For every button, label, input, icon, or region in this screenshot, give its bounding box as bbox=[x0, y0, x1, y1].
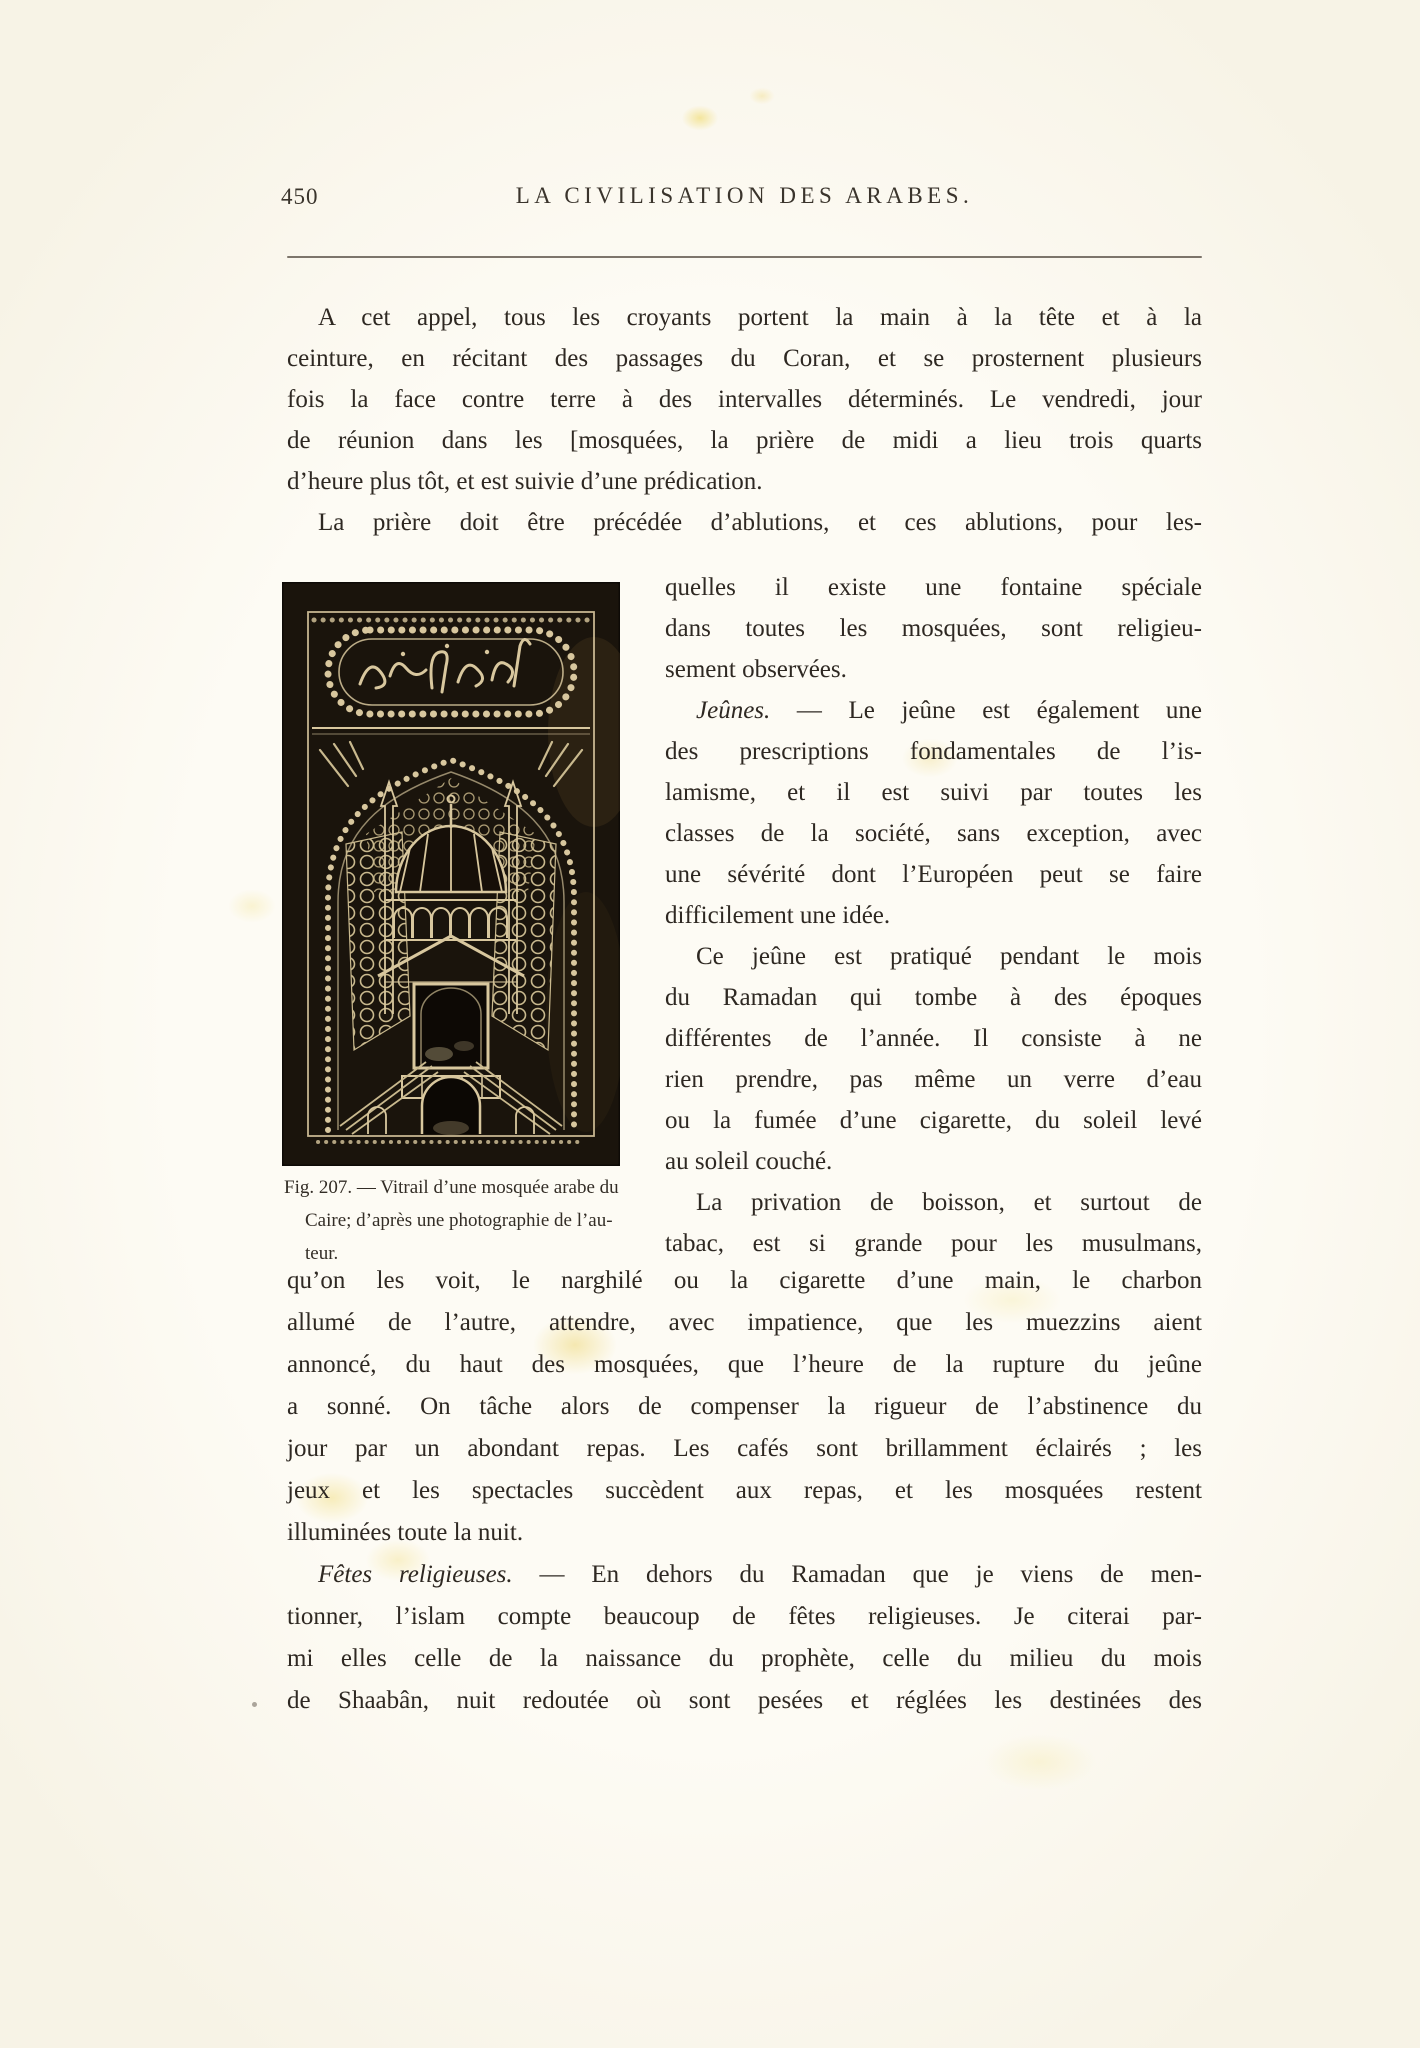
text-line: rien prendre, pas même un verre d’eau bbox=[665, 1066, 1202, 1093]
text-line: a sonné. On tâche alors de compenser la rigueur de l’abstinence du bbox=[287, 1393, 1202, 1420]
running-title: LA CIVILISATION DES ARABES. bbox=[515, 183, 974, 208]
text-line: tabac, est si grande pour les musulmans, bbox=[665, 1230, 1202, 1257]
text-line: difficilement une idée. bbox=[665, 902, 891, 929]
text-line: ou la fumée d’une cigarette, du soleil levé bbox=[665, 1107, 1202, 1134]
text-line: Jeûnes. — Le jeûne est également une bbox=[696, 697, 1202, 724]
paragraph-jeunes bbox=[665, 690, 1202, 936]
text-line: du Ramadan qui tombe à des époques bbox=[665, 984, 1202, 1011]
text-line: La prière doit être précédée d’ablutions, et ces ablutions, pour les- bbox=[318, 509, 1202, 536]
text-line: Fig. 207. — Vitrail d’une mosquée arabe du bbox=[284, 1177, 619, 1198]
stained-glass-window-engraving bbox=[282, 582, 620, 1166]
text-line: Fêtes religieuses. — En dehors du Ramadan que je viens de men- bbox=[318, 1561, 1202, 1588]
text-line: ceinture, en récitant des passages du Coran, et se prosternent plusieurs bbox=[287, 345, 1202, 372]
text-line: tionner, l’islam compte beaucoup de fêtes religieuses. Je citerai par- bbox=[287, 1603, 1202, 1630]
text-line: allumé de l’autre, attendre, avec impatience, que les muezzins aient bbox=[287, 1309, 1202, 1336]
text-line: au soleil couché. bbox=[665, 1148, 833, 1175]
text-line: jeux et les spectacles succèdent aux repas, et les mosquées restent bbox=[287, 1477, 1202, 1504]
text-line: de réunion dans les [mosquées, la prière de midi a lieu trois quarts bbox=[287, 427, 1202, 454]
paragraph-priere-intro bbox=[287, 502, 1202, 543]
figure-207 bbox=[282, 582, 620, 1166]
text-line: Ce jeûne est pratiqué pendant le mois bbox=[696, 943, 1202, 970]
paragraph-fetes-religieuses bbox=[287, 1554, 1202, 1722]
text-line: différentes de l’année. Il consiste à ne bbox=[665, 1025, 1202, 1052]
text-line: annoncé, du haut des mosquées, que l’heure de la rupture du jeûne bbox=[287, 1351, 1202, 1378]
text-line: dans toutes les mosquées, sont religieu- bbox=[665, 615, 1202, 642]
page-header bbox=[281, 183, 1202, 215]
paragraph-rupture bbox=[287, 1260, 1202, 1554]
text-line: une sévérité dont l’Européen peut se faire bbox=[665, 861, 1202, 888]
header-rule bbox=[287, 256, 1202, 258]
text-line: des prescriptions fondamentales de l’is- bbox=[665, 738, 1202, 765]
text-line: teur. bbox=[305, 1243, 339, 1264]
text-line: Caire; d’après une photographie de l’au- bbox=[305, 1210, 613, 1231]
text-line: A cet appel, tous les croyants portent la main à la tête et à la bbox=[318, 304, 1202, 331]
text-line: La privation de boisson, et surtout de bbox=[696, 1189, 1202, 1216]
figure-caption bbox=[284, 1171, 676, 1270]
paragraph-ramadan bbox=[665, 936, 1202, 1182]
print-speck bbox=[252, 1702, 257, 1707]
text-line: classes de la société, sans exception, avec bbox=[665, 820, 1202, 847]
text-line: d’heure plus tôt, et est suivie d’une prédication. bbox=[287, 468, 763, 495]
paragraph-privation bbox=[665, 1182, 1202, 1264]
text-line: sement observées. bbox=[665, 656, 847, 683]
text-line: de Shaabân, nuit redoutée où sont pesées et réglées les destinées des bbox=[287, 1687, 1202, 1714]
text-line: fois la face contre terre à des intervalles déterminés. Le vendredi, jour bbox=[287, 386, 1202, 413]
paragraph-fontaine bbox=[665, 567, 1202, 690]
paragraph-appel bbox=[287, 297, 1202, 502]
text-line: mi elles celle de la naissance du prophète, celle du milieu du mois bbox=[287, 1645, 1202, 1672]
text-line: illuminées toute la nuit. bbox=[287, 1519, 524, 1546]
bottom-text-block bbox=[287, 1260, 1202, 1722]
right-text-column bbox=[665, 567, 1202, 1264]
text-line: lamisme, et il est suivi par toutes les bbox=[665, 779, 1202, 806]
text-line: quelles il existe une fontaine spéciale bbox=[665, 574, 1202, 601]
page-number: 450 bbox=[281, 184, 319, 209]
text-line: qu’on les voit, le narghilé ou la cigarette d’une main, le charbon bbox=[287, 1267, 1202, 1294]
text-line: jour par un abondant repas. Les cafés sont brillamment éclairés ; les bbox=[287, 1435, 1202, 1462]
